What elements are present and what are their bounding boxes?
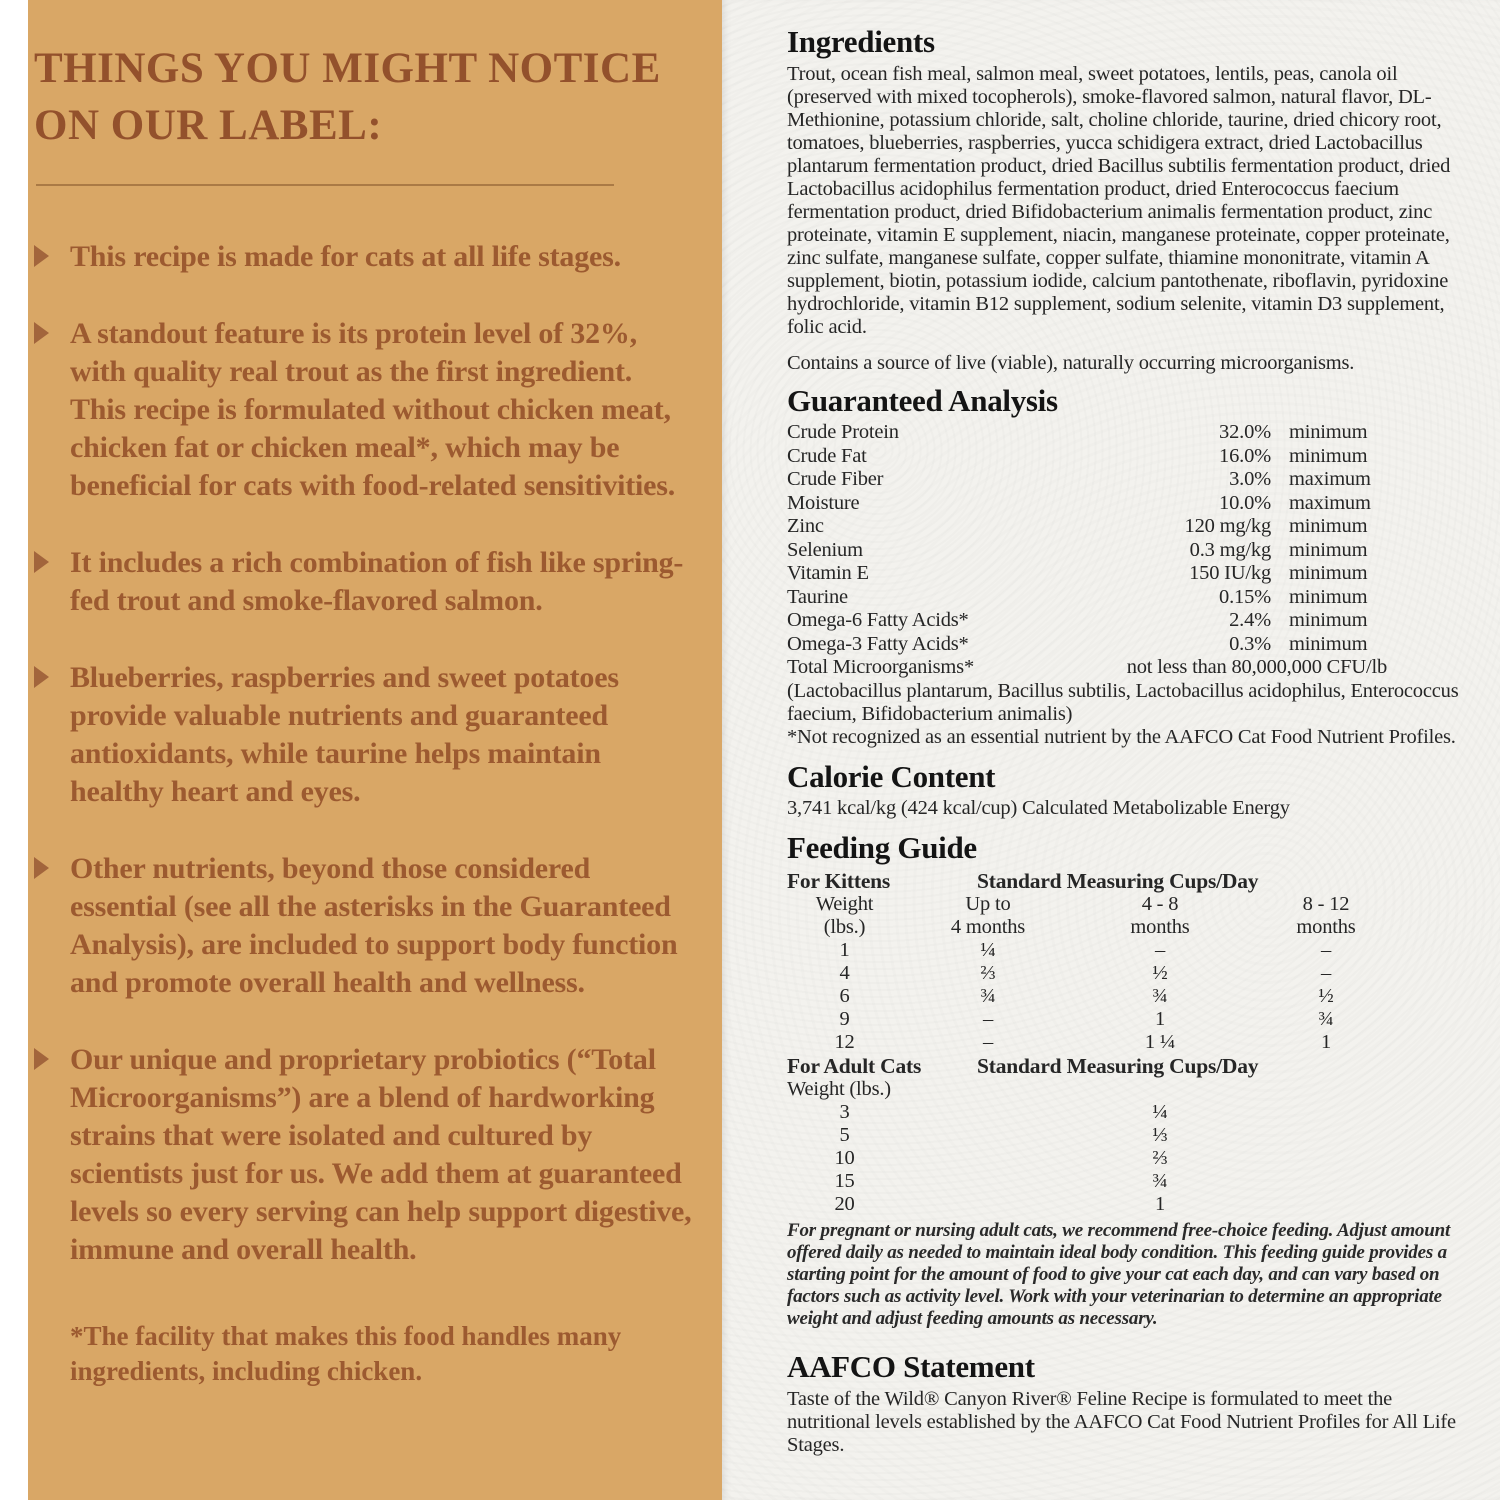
nutrient-qualifier: minimum xyxy=(1289,585,1368,608)
nutrient-qualifier: minimum xyxy=(1289,609,1368,632)
bullet-list xyxy=(34,238,692,1269)
bullet-triangle-icon xyxy=(34,857,49,879)
table-row xyxy=(787,468,1387,492)
cell-cups: – xyxy=(1320,939,1332,962)
column-header: 8 - 12 months xyxy=(1296,893,1356,939)
feeding-guide-note: For pregnant or nursing adult cats, we recommend free-choice feeding. Adjust amount offered daily as needed to maintain ideal body condition. This feeding guide provides a starting point for the amount of food to give your cat each day, and can vary based on factors such as activity level. Work with your veterinarian to determine an appropriate weight and adjust feeding amounts as necessary. xyxy=(787,1220,1451,1330)
nutrient-qualifier: minimum xyxy=(1289,538,1368,561)
nutrient-value: 10.0% xyxy=(1219,491,1271,514)
facility-footnote: *The facility that makes this food handles many ingredients, including chicken. xyxy=(70,1321,622,1387)
panel-heading: THINGS YOU MIGHT NOTICE ON OUR LABEL: xyxy=(34,45,661,150)
nutrient-qualifier: maximum xyxy=(1289,468,1371,491)
list-item xyxy=(34,850,692,1002)
list-item xyxy=(34,659,692,811)
nutrient-label: Zinc xyxy=(787,515,824,538)
bullet-triangle-icon xyxy=(34,245,49,267)
nutrient-value: 0.3% xyxy=(1229,632,1271,655)
table-row xyxy=(787,492,1387,516)
cell-cups: 1 xyxy=(1320,1031,1332,1054)
cell-weight: 15 xyxy=(834,1170,855,1193)
kittens-header xyxy=(787,869,1472,893)
nutrient-value: 2.4% xyxy=(1229,609,1271,632)
bullet-text: This recipe is made for cats at all life stages. xyxy=(70,240,621,274)
live-microorganisms-note: Contains a source of live (viable), naturally occurring microorganisms. xyxy=(787,351,1355,374)
cell-cups: – xyxy=(1154,939,1166,962)
kittens-cups-label: Standard Measuring Cups/Day xyxy=(977,869,1259,894)
bullet-text: Other nutrients, beyond those considered essential (see all the asterisks in the Guaranteed Analysis), are included to support body function and promote overall health and wellness. xyxy=(70,852,678,1000)
marketing-panel xyxy=(28,0,722,1500)
cell-weight: 1 xyxy=(839,939,850,962)
cell-cups: ¾ xyxy=(1152,1170,1168,1193)
aafco-title: AAFCO Statement xyxy=(787,1349,1035,1385)
calorie-content-title: Calorie Content xyxy=(787,758,996,794)
table-row-total xyxy=(787,656,1387,680)
nutrient-label: Total Microorganisms* xyxy=(787,656,975,679)
table-row xyxy=(787,609,1387,633)
bullet-triangle-icon xyxy=(34,551,49,573)
bullet-text: A standout feature is its protein level of 32%, with quality real trout as the first ingredient. This recipe is formulated without chicken meat, chicken fat or chicken meal*, which may be beneficial for cats with food-related sensitivities. xyxy=(70,317,676,503)
heading-divider xyxy=(36,184,614,186)
cell-cups: ¾ xyxy=(1318,1008,1334,1031)
nutrient-qualifier: minimum xyxy=(1289,632,1368,655)
cell-cups: ¾ xyxy=(980,985,996,1008)
nutrition-panel xyxy=(722,0,1500,1500)
aafco-statement: Taste of the Wild® Canyon River® Feline Recipe is formulated to meet the nutritional levels established by the AAFCO Cat Food Nutrient Profiles for All Life Stages. xyxy=(787,1387,1456,1456)
guaranteed-analysis-table xyxy=(787,421,1387,680)
cell-cups: ¾ xyxy=(1152,985,1168,1008)
nutrient-value: 0.15% xyxy=(1219,585,1271,608)
calorie-content-value: 3,741 kcal/kg (424 kcal/cup) Calculated Metabolizable Energy xyxy=(787,797,1290,820)
nutrient-label: Crude Fiber xyxy=(787,468,884,491)
nutrient-label: Taurine xyxy=(787,585,848,608)
kittens-label: For Kittens xyxy=(787,869,891,894)
cell-cups: – xyxy=(982,1008,994,1031)
nutrient-qualifier: minimum xyxy=(1289,515,1368,538)
kittens-table xyxy=(787,893,1407,1054)
ingredients-title: Ingredients xyxy=(787,24,935,59)
adult-cats-label: For Adult Cats xyxy=(787,1054,922,1079)
cell-cups: ¼ xyxy=(980,939,996,962)
cell-cups: 1 xyxy=(1154,1008,1166,1031)
cell-weight: 12 xyxy=(834,1031,855,1054)
cell-weight: 9 xyxy=(839,1008,850,1031)
bullet-triangle-icon xyxy=(34,666,49,688)
bullet-triangle-icon xyxy=(34,1048,49,1070)
nutrient-label: Selenium xyxy=(787,538,863,561)
adult-cats-header xyxy=(787,1054,1472,1078)
cell-cups: ⅓ xyxy=(1152,1124,1168,1147)
nutrient-value: 3.0% xyxy=(1229,468,1271,491)
bullet-text: Blueberries, raspberries and sweet potatoes provide valuable nutrients and guaranteed antioxidants, while taurine helps maintain healthy heart and eyes. xyxy=(70,661,619,809)
nutrient-qualifier: minimum xyxy=(1289,562,1368,585)
nutrient-value: not less than 80,000,000 CFU/lb xyxy=(1126,656,1387,679)
list-item xyxy=(34,315,692,505)
cell-cups: ½ xyxy=(1318,985,1334,1008)
table-row xyxy=(787,445,1387,469)
table-row xyxy=(787,633,1387,657)
nutrient-value: 120 mg/kg xyxy=(1184,515,1271,538)
cell-weight: 4 xyxy=(839,962,850,985)
bullet-text: It includes a rich combination of fish like spring-fed trout and smoke-flavored salmon. xyxy=(70,546,684,618)
feeding-guide-title: Feeding Guide xyxy=(787,830,977,866)
cell-cups: ⅔ xyxy=(1152,1147,1168,1170)
bullet-text: Our unique and proprietary probiotics (“Total Microorganisms”) are a blend of hardworking strains that were isolated and cultured by scientists just for us. We add them at guaranteed levels so every serving can help support digestive, immune and overall health. xyxy=(70,1043,692,1267)
nutrient-label: Crude Protein xyxy=(787,421,899,444)
cell-cups: – xyxy=(982,1031,994,1054)
nutrient-qualifier: minimum xyxy=(1289,444,1368,467)
bullet-triangle-icon xyxy=(34,322,49,344)
nutrient-label: Moisture xyxy=(787,491,860,514)
guaranteed-analysis-title: Guaranteed Analysis xyxy=(787,382,1058,418)
cell-weight: 10 xyxy=(834,1147,855,1170)
cell-cups: ⅔ xyxy=(980,962,996,985)
table-row xyxy=(787,515,1387,539)
probiotic-species-list: (Lactobacillus plantarum, Bacillus subtilis, Lactobacillus acidophilus, Enterococcus faecium, Bifidobacterium animalis) xyxy=(787,679,1459,725)
table-row xyxy=(787,539,1387,563)
adult-cats-table xyxy=(787,1101,1407,1216)
ingredients-list: Trout, ocean fish meal, salmon meal, sweet potatoes, lentils, peas, canola oil (preserved with mixed tocopherols), smoke-flavored salmon, natural flavor, DL-Methionine, potassium chloride, salt, choline chloride, taurine, dried chicory root, tomatoes, blueberries, raspberries, yucca schidigera extract, dried Lactobacillus plantarum fermentation product, dried Bacillus subtilis fermentation product, dried Lactobacillus acidophilus fermentation product, dried Enterococcus faecium fermentation product, dried Bifidobacterium animalis fermentation product, zinc proteinate, vitamin E supplement, niacin, manganese proteinate, copper proteinate, zinc sulfate, manganese sulfate, copper sulfate, thiamine mononitrate, vitamin A supplement, biotin, potassium iodide, calcium pantothenate, riboflavin, pyridoxine hydrochloride, vitamin B12 supplement, sodium selenite, vitamin D3 supplement, folic acid. xyxy=(787,62,1451,338)
table-row xyxy=(787,562,1387,586)
nutrient-value: 0.3 mg/kg xyxy=(1189,538,1271,561)
cell-weight: 20 xyxy=(834,1193,855,1216)
cell-cups: – xyxy=(1320,962,1332,985)
list-item xyxy=(34,544,692,620)
table-row xyxy=(787,586,1387,610)
column-header: 4 - 8 months xyxy=(1130,893,1190,939)
cell-weight: 3 xyxy=(839,1101,850,1124)
column-header: Weight (lbs.) xyxy=(815,893,874,939)
table-row xyxy=(787,421,1387,445)
nutrient-qualifier: maximum xyxy=(1289,491,1371,514)
nutrient-label: Omega-6 Fatty Acids* xyxy=(787,609,969,632)
cell-cups: ¼ xyxy=(1152,1101,1168,1124)
cell-weight: 5 xyxy=(839,1124,850,1147)
asterisk-footnote: *Not recognized as an essential nutrient by the AAFCO Cat Food Nutrient Profiles. xyxy=(787,725,1456,748)
adult-cups-label: Standard Measuring Cups/Day xyxy=(977,1054,1259,1079)
nutrient-value: 16.0% xyxy=(1219,444,1271,467)
nutrient-value: 150 IU/kg xyxy=(1189,562,1271,585)
nutrient-label: Vitamin E xyxy=(787,562,869,585)
list-item xyxy=(34,1041,692,1269)
cell-cups: 1 ¼ xyxy=(1144,1031,1176,1054)
nutrient-label: Omega-3 Fatty Acids* xyxy=(787,632,969,655)
column-header: Up to 4 months xyxy=(950,893,1026,939)
cell-cups: ½ xyxy=(1152,962,1168,985)
cell-weight: 6 xyxy=(839,985,850,1008)
list-item xyxy=(34,238,692,276)
nutrient-qualifier: minimum xyxy=(1289,421,1368,444)
cell-cups: 1 xyxy=(1154,1193,1166,1216)
nutrient-label: Crude Fat xyxy=(787,444,867,467)
adult-weight-label: Weight (lbs.) xyxy=(787,1078,891,1101)
nutrient-value: 32.0% xyxy=(1219,421,1271,444)
